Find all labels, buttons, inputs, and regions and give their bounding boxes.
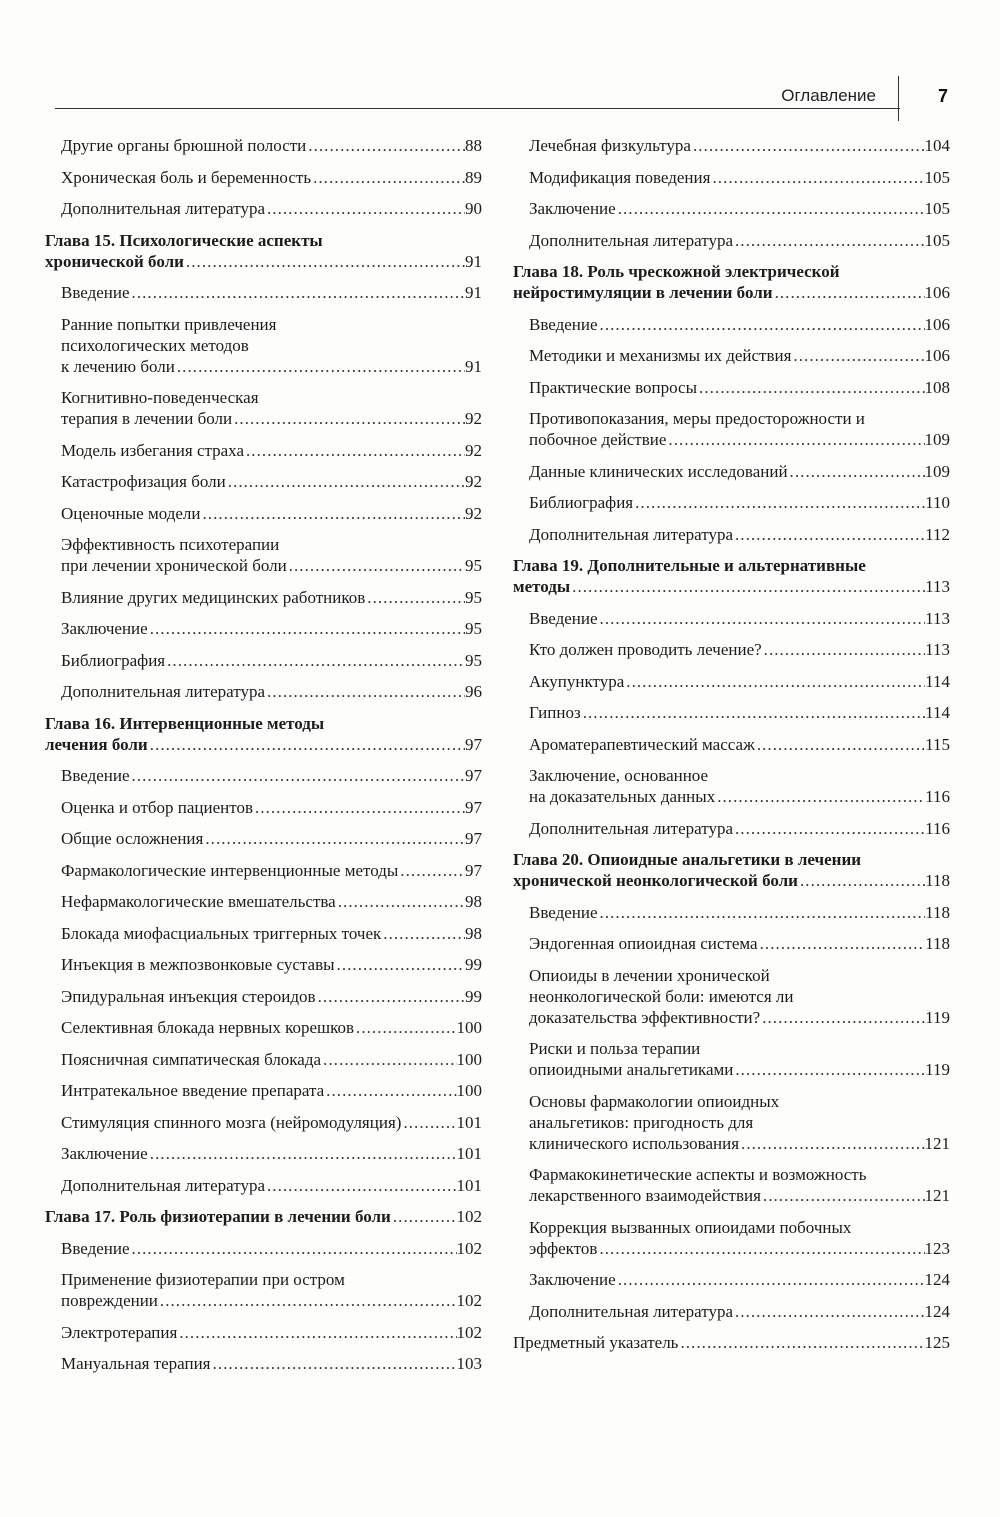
toc-chapter-entry bbox=[513, 849, 950, 891]
toc-entry bbox=[45, 954, 482, 975]
toc-entry-title-line: Заключение bbox=[61, 619, 148, 638]
toc-entry bbox=[513, 1332, 950, 1353]
dot-leader bbox=[244, 440, 465, 461]
toc-entry bbox=[45, 534, 482, 576]
toc-entry-title-line: лечения боли bbox=[45, 734, 148, 754]
toc-entry bbox=[45, 471, 482, 492]
toc-chapter-entry bbox=[45, 713, 482, 755]
toc-entry-page: 112 bbox=[925, 524, 950, 544]
dot-leader bbox=[761, 1185, 925, 1206]
header-rule bbox=[55, 108, 900, 109]
running-head: Оглавление bbox=[781, 86, 876, 105]
toc-entry-title-line: Опиоиды в лечении хронической bbox=[529, 965, 770, 985]
toc-entry-title-line: доказательства эффективности? bbox=[529, 1007, 761, 1027]
dot-leader bbox=[158, 1290, 457, 1311]
toc-entry-title-line: Противопоказания, меры предосторожности и bbox=[529, 409, 865, 428]
toc-entry-page: 118 bbox=[925, 902, 950, 922]
toc-entry-title-line: Дополнительная литература bbox=[61, 682, 265, 701]
dot-leader bbox=[401, 1112, 456, 1133]
dot-leader bbox=[398, 860, 465, 881]
toc-entry-title-line: Блокада миофасциальных триггерных точек bbox=[61, 923, 382, 943]
toc-column-left bbox=[45, 135, 482, 1385]
toc-entry-title-line: эффектов bbox=[529, 1238, 598, 1258]
toc-entry-page: 106 bbox=[924, 314, 950, 334]
toc-entry-page: 118 bbox=[925, 871, 950, 890]
dot-leader bbox=[733, 818, 925, 839]
toc-entry-title-line: Введение bbox=[61, 283, 130, 302]
toc-entry-title-line: Предметный указатель bbox=[513, 1333, 679, 1352]
toc-entry-page: 121 bbox=[924, 1186, 950, 1205]
dot-leader bbox=[678, 1332, 924, 1353]
toc-entry bbox=[45, 860, 482, 881]
toc-entry-page: 103 bbox=[456, 1354, 482, 1373]
toc-entry-title-line: Фармакологические интервенционные методы bbox=[61, 860, 399, 880]
toc-entry-title-line: Интратекальное введение препарата bbox=[61, 1081, 325, 1100]
toc-entry bbox=[45, 440, 482, 461]
dot-leader bbox=[184, 251, 465, 272]
toc-entry-page: 101 bbox=[456, 1175, 482, 1195]
toc-entry-title-line: Эффективность психотерапии bbox=[61, 535, 280, 554]
dot-leader bbox=[733, 1059, 925, 1080]
toc-entry bbox=[45, 503, 482, 524]
toc-entry-title-line: Оценочные модели bbox=[61, 503, 201, 523]
toc-entry bbox=[45, 167, 482, 188]
toc-entry-title-line: Ароматерапевтический массаж bbox=[529, 734, 755, 754]
toc-entry-title-line: Введение bbox=[61, 1238, 130, 1258]
dot-leader bbox=[316, 986, 465, 1007]
toc-entry-title-line: Когнитивно-поведенческая bbox=[61, 388, 259, 407]
toc-entry-title-line: методы bbox=[513, 577, 571, 596]
toc-entry bbox=[513, 492, 950, 513]
toc-entry-page: 100 bbox=[456, 1049, 482, 1069]
toc-entry-page: 92 bbox=[465, 472, 482, 491]
toc-entry-title-line: Фармакокинетические аспекты и возможность bbox=[529, 1165, 867, 1184]
toc-entry-page: 100 bbox=[456, 1018, 482, 1037]
toc-entry-title-line: Библиография bbox=[529, 493, 634, 512]
toc-entry-title-line: Методики и механизмы их действия bbox=[529, 346, 792, 365]
dot-leader bbox=[598, 314, 925, 335]
toc-entry-page: 106 bbox=[924, 283, 950, 302]
toc-entry-page: 113 bbox=[925, 577, 950, 596]
toc-entry-title-line: Введение bbox=[529, 608, 598, 628]
dot-leader bbox=[616, 198, 925, 219]
toc-entry-title-line: Инъекция в межпозвонковые суставы bbox=[61, 955, 335, 974]
toc-entry-title-line: Глава 18. Роль чрескожной электрической bbox=[513, 262, 840, 281]
toc-entry-page: 97 bbox=[465, 829, 482, 848]
toc-entry-title-line: терапия в лечении боли bbox=[61, 409, 233, 428]
toc-chapter-entry bbox=[45, 1206, 482, 1227]
toc-entry-page: 105 bbox=[924, 199, 950, 218]
dot-leader bbox=[762, 639, 925, 660]
toc-entry-page: 118 bbox=[925, 934, 950, 953]
toc-entry bbox=[513, 639, 950, 660]
toc-entry-title-line: Хроническая боль и беременность bbox=[61, 167, 312, 187]
toc-entry-title-line: Лечебная физкультура bbox=[529, 136, 691, 155]
page-number: 7 bbox=[938, 86, 949, 106]
toc-entry-page: 98 bbox=[465, 892, 482, 911]
toc-entry bbox=[513, 167, 950, 188]
toc-entry-title-line: Катастрофизация боли bbox=[61, 472, 226, 491]
dot-leader bbox=[365, 587, 465, 608]
dot-leader bbox=[381, 923, 465, 944]
toc-entry-title-line: Эндогенная опиоидная система bbox=[529, 934, 758, 953]
toc-entry bbox=[45, 986, 482, 1007]
toc-entry-page: 101 bbox=[456, 1144, 482, 1163]
toc-entry-page: 89 bbox=[465, 167, 482, 187]
toc-entry-page: 91 bbox=[465, 251, 482, 271]
toc-entry-title-line: хронической неонкологической боли bbox=[513, 871, 798, 890]
dot-leader bbox=[791, 345, 924, 366]
dot-leader bbox=[633, 492, 925, 513]
toc-entry-page: 97 bbox=[465, 734, 482, 754]
toc-entry bbox=[513, 765, 950, 807]
toc-entry-title-line: Риски и польза терапии bbox=[529, 1039, 701, 1058]
toc-entry bbox=[513, 671, 950, 692]
toc-entry-title-line: побочное действие bbox=[529, 430, 667, 449]
toc-entry-title-line: Глава 17. Роль физиотерапии в лечении боли bbox=[45, 1207, 391, 1226]
toc-entry-title-line: клинического использования bbox=[529, 1133, 740, 1153]
toc-entry-page: 99 bbox=[465, 986, 482, 1006]
toc-chapter-entry bbox=[513, 555, 950, 597]
dot-leader bbox=[265, 681, 465, 702]
toc-entry-title-line: Глава 20. Опиоидные анальгетики в лечении bbox=[513, 850, 862, 869]
toc-entry-title-line: Общие осложнения bbox=[61, 829, 204, 848]
dot-leader bbox=[148, 734, 465, 755]
dot-leader bbox=[130, 1238, 457, 1259]
dot-leader bbox=[788, 461, 925, 482]
toc-entry-page: 123 bbox=[924, 1238, 950, 1258]
toc-entry-title-line: Глава 19. Дополнительные и альтернативные bbox=[513, 556, 866, 575]
toc-entry-title-line: Акупунктура bbox=[529, 671, 625, 691]
toc-entry-title-line: повреждении bbox=[61, 1291, 158, 1310]
toc-entry bbox=[513, 408, 950, 450]
toc-entry bbox=[45, 1080, 482, 1101]
dot-leader bbox=[306, 135, 465, 156]
toc-entry-page: 91 bbox=[465, 356, 482, 376]
dot-leader bbox=[201, 503, 466, 524]
toc-entry bbox=[513, 734, 950, 755]
toc-entry-title-line: Кто должен проводить лечение? bbox=[529, 640, 762, 659]
dot-leader bbox=[733, 230, 925, 251]
dot-leader bbox=[321, 1049, 456, 1070]
dot-leader bbox=[165, 650, 465, 671]
toc-entry bbox=[513, 702, 950, 723]
toc-entry-page: 102 bbox=[456, 1322, 482, 1342]
dot-leader bbox=[773, 282, 925, 303]
dot-leader bbox=[148, 618, 465, 639]
dot-leader bbox=[758, 933, 926, 954]
toc-entry bbox=[45, 1269, 482, 1311]
toc-entry bbox=[45, 681, 482, 702]
toc-entry-title-line: Основы фармакологии опиоидных bbox=[529, 1091, 780, 1111]
toc-entry-title-line: Введение bbox=[529, 902, 598, 922]
toc-entry bbox=[513, 524, 950, 545]
dot-leader bbox=[598, 608, 926, 629]
toc-entry-page: 101 bbox=[456, 1112, 482, 1132]
toc-entry bbox=[513, 345, 950, 366]
toc-entry-page: 119 bbox=[925, 1007, 950, 1027]
toc-entry bbox=[513, 608, 950, 629]
toc-entry-title-line: при лечении хронической боли bbox=[61, 556, 287, 575]
dot-leader bbox=[226, 471, 465, 492]
toc-entry-page: 110 bbox=[925, 493, 950, 512]
toc-entry bbox=[45, 1049, 482, 1070]
toc-entry bbox=[513, 965, 950, 1028]
toc-entry bbox=[45, 1238, 482, 1259]
toc-entry bbox=[45, 198, 482, 219]
toc-chapter-entry bbox=[513, 261, 950, 303]
toc-entry-page: 116 bbox=[925, 787, 950, 806]
dot-leader bbox=[733, 524, 925, 545]
dot-leader bbox=[624, 671, 925, 692]
toc-entry-title-line: Оценка и отбор пациентов bbox=[61, 797, 253, 817]
dot-leader bbox=[203, 828, 465, 849]
toc-entry-page: 119 bbox=[925, 1060, 950, 1079]
toc-entry-title-line: Стимуляция спинного мозга (нейромодуляция) bbox=[61, 1112, 402, 1132]
toc-entry-title-line: Коррекция вызванных опиоидами побочных bbox=[529, 1217, 852, 1237]
toc-entry-page: 97 bbox=[465, 766, 482, 785]
toc-entry-title-line: Введение bbox=[61, 766, 130, 785]
toc-chapter-entry bbox=[45, 230, 482, 272]
toc-entry-page: 102 bbox=[456, 1238, 482, 1258]
dot-leader bbox=[616, 1269, 925, 1290]
dot-leader bbox=[311, 167, 465, 188]
toc-entry-title-line: Заключение bbox=[529, 199, 616, 218]
dot-leader bbox=[324, 1080, 456, 1101]
toc-entry-title-line: Влияние других медицинских работников bbox=[61, 587, 366, 607]
toc-entry-title-line: Селективная блокада нервных корешков bbox=[61, 1018, 355, 1037]
toc-entry-page: 109 bbox=[924, 430, 950, 449]
toc-entry-page: 97 bbox=[465, 860, 482, 880]
toc-entry-title-line: Ранние попытки привлечения bbox=[61, 314, 277, 334]
toc-entry-page: 95 bbox=[465, 650, 482, 670]
dot-leader bbox=[335, 954, 465, 975]
toc-entry-page: 88 bbox=[465, 136, 482, 155]
toc-entry-page: 124 bbox=[924, 1301, 950, 1321]
dot-leader bbox=[666, 429, 924, 450]
dot-leader bbox=[232, 408, 465, 429]
toc-entry bbox=[45, 1112, 482, 1133]
toc-entry bbox=[45, 1143, 482, 1164]
toc-entry bbox=[513, 198, 950, 219]
toc-entry-title-line: Дополнительная литература bbox=[529, 1301, 733, 1321]
toc-entry-title-line: Заключение bbox=[61, 1144, 148, 1163]
toc-entry-page: 114 bbox=[925, 703, 950, 722]
dot-leader bbox=[391, 1206, 457, 1227]
header-divider bbox=[898, 76, 899, 121]
dot-leader bbox=[597, 1238, 924, 1259]
toc-entry bbox=[513, 902, 950, 923]
toc-entry bbox=[513, 230, 950, 251]
toc-entry-title-line: нейростимуляции в лечении боли bbox=[513, 283, 773, 302]
toc-entry-page: 125 bbox=[924, 1333, 950, 1352]
toc-entry bbox=[45, 797, 482, 818]
toc-entry bbox=[513, 314, 950, 335]
toc-entry-page: 95 bbox=[465, 619, 482, 638]
toc-entry-title-line: Данные клинических исследований bbox=[529, 461, 788, 481]
dot-leader bbox=[177, 1322, 456, 1343]
toc-entry-title-line: Глава 16. Интервенционные методы bbox=[45, 713, 325, 733]
dot-leader bbox=[733, 1301, 925, 1322]
toc-entry-page: 95 bbox=[465, 587, 482, 607]
toc-entry-title-line: на доказательных данных bbox=[529, 787, 716, 806]
toc-entry-title-line: Эпидуральная инъекция стероидов bbox=[61, 986, 316, 1006]
toc-entry-title-line: Другие органы брюшной полости bbox=[61, 136, 307, 155]
toc-entry bbox=[45, 650, 482, 671]
toc-entry-title-line: опиоидными анальгетиками bbox=[529, 1060, 734, 1079]
toc-entry bbox=[513, 1038, 950, 1080]
toc-entry bbox=[45, 1353, 482, 1374]
toc-entry bbox=[45, 1322, 482, 1343]
toc-entry-page: 113 bbox=[925, 608, 950, 628]
toc-entry bbox=[513, 377, 950, 398]
toc-entry-page: 116 bbox=[925, 818, 950, 838]
dot-leader bbox=[287, 555, 465, 576]
toc-entry-page: 109 bbox=[924, 461, 950, 481]
dot-leader bbox=[148, 1143, 457, 1164]
toc-entry bbox=[513, 818, 950, 839]
toc-entry-title-line: Дополнительная литература bbox=[61, 1175, 265, 1195]
dot-leader bbox=[697, 377, 925, 398]
toc-entry bbox=[45, 828, 482, 849]
toc-entry-page: 90 bbox=[465, 199, 482, 218]
toc-entry-page: 105 bbox=[924, 230, 950, 250]
toc-entry-title-line: Применение физиотерапии при остром bbox=[61, 1270, 345, 1289]
toc-entry-page: 100 bbox=[456, 1081, 482, 1100]
dot-leader bbox=[691, 135, 925, 156]
toc-entry bbox=[513, 1217, 950, 1259]
toc-entry-title-line: к лечению боли bbox=[61, 356, 175, 376]
toc-entry bbox=[45, 282, 482, 303]
dot-leader bbox=[715, 786, 925, 807]
toc-entry-title-line: неонкологической боли: имеются ли bbox=[529, 986, 794, 1006]
toc-entry-page: 113 bbox=[925, 640, 950, 659]
toc-entry bbox=[45, 1017, 482, 1038]
toc-entry-page: 115 bbox=[925, 734, 950, 754]
toc-entry-title-line: Заключение bbox=[529, 1270, 616, 1289]
toc-entry-page: 92 bbox=[465, 440, 482, 460]
toc-entry-title-line: Библиография bbox=[61, 650, 166, 670]
toc-entry-title-line: Модификация поведения bbox=[529, 167, 711, 187]
toc-entry-title-line: Модель избегания страха bbox=[61, 440, 244, 460]
dot-leader bbox=[354, 1017, 456, 1038]
toc-entry bbox=[513, 1301, 950, 1322]
dot-leader bbox=[130, 282, 465, 303]
toc-entry-title-line: Дополнительная литература bbox=[529, 818, 733, 838]
toc-entry bbox=[45, 387, 482, 429]
toc-entry-title-line: психологических методов bbox=[61, 335, 249, 355]
toc-entry-page: 92 bbox=[465, 409, 482, 428]
toc-entry-page: 96 bbox=[465, 682, 482, 701]
toc-entry-page: 102 bbox=[456, 1291, 482, 1310]
toc-entry-title-line: Дополнительная литература bbox=[529, 524, 733, 544]
dot-leader bbox=[755, 734, 925, 755]
toc-entry-title-line: Дополнительная литература bbox=[529, 230, 733, 250]
dot-leader bbox=[211, 1353, 457, 1374]
toc-entry-page: 104 bbox=[924, 136, 950, 155]
toc-entry bbox=[513, 1164, 950, 1206]
toc-entry-page: 95 bbox=[465, 556, 482, 575]
dot-leader bbox=[798, 870, 925, 891]
toc-entry-page: 121 bbox=[924, 1133, 950, 1153]
toc-entry-page: 91 bbox=[465, 283, 482, 302]
toc-entry-title-line: Мануальная терапия bbox=[61, 1354, 211, 1373]
toc-entry bbox=[513, 1269, 950, 1290]
dot-leader bbox=[760, 1007, 925, 1028]
dot-leader bbox=[130, 765, 465, 786]
toc-column-right bbox=[513, 135, 950, 1364]
toc-entry bbox=[45, 587, 482, 608]
toc-entry bbox=[45, 618, 482, 639]
toc-entry bbox=[513, 135, 950, 156]
toc-entry bbox=[513, 933, 950, 954]
toc-entry-page: 114 bbox=[925, 671, 950, 691]
dot-leader bbox=[570, 576, 925, 597]
toc-entry-page: 98 bbox=[465, 923, 482, 943]
dot-leader bbox=[253, 797, 465, 818]
toc-entry-title-line: Глава 15. Психологические аспекты bbox=[45, 230, 323, 250]
toc-entry bbox=[513, 461, 950, 482]
toc-entry-title-line: лекарственного взаимодействия bbox=[529, 1186, 761, 1205]
toc-entry-page: 99 bbox=[465, 955, 482, 974]
toc-entry-page: 92 bbox=[465, 503, 482, 523]
toc-entry bbox=[45, 891, 482, 912]
toc-entry-page: 106 bbox=[924, 346, 950, 365]
dot-leader bbox=[710, 167, 924, 188]
toc-entry-page: 102 bbox=[456, 1207, 482, 1226]
dot-leader bbox=[336, 891, 465, 912]
toc-entry-title-line: Нефармакологические вмешательства bbox=[61, 892, 336, 911]
toc-entry-title-line: Поясничная симпатическая блокада bbox=[61, 1049, 322, 1069]
toc-entry-title-line: хронической боли bbox=[45, 251, 184, 271]
toc-entry-page: 105 bbox=[924, 167, 950, 187]
toc-entry-title-line: анальгетиков: пригодность для bbox=[529, 1112, 754, 1132]
toc-entry bbox=[45, 135, 482, 156]
toc-entry bbox=[45, 1175, 482, 1196]
dot-leader bbox=[265, 1175, 457, 1196]
toc-entry-title-line: Заключение, основанное bbox=[529, 766, 709, 785]
toc-entry bbox=[45, 314, 482, 377]
dot-leader bbox=[175, 356, 465, 377]
toc-entry-page: 108 bbox=[924, 377, 950, 397]
dot-leader bbox=[739, 1133, 924, 1154]
toc-entry-page: 97 bbox=[465, 797, 482, 817]
dot-leader bbox=[265, 198, 465, 219]
toc-entry-title-line: Гипноз bbox=[529, 703, 581, 722]
toc-entry bbox=[513, 1091, 950, 1154]
dot-leader bbox=[581, 702, 925, 723]
toc-entry-title-line: Дополнительная литература bbox=[61, 199, 265, 218]
dot-leader bbox=[598, 902, 926, 923]
toc-entry-title-line: Введение bbox=[529, 314, 598, 334]
toc-entry bbox=[45, 923, 482, 944]
toc-entry-title-line: Практические вопросы bbox=[529, 377, 697, 397]
toc-entry-page: 124 bbox=[924, 1270, 950, 1289]
toc-entry-title-line: Электротерапия bbox=[61, 1322, 178, 1342]
toc-entry bbox=[45, 765, 482, 786]
